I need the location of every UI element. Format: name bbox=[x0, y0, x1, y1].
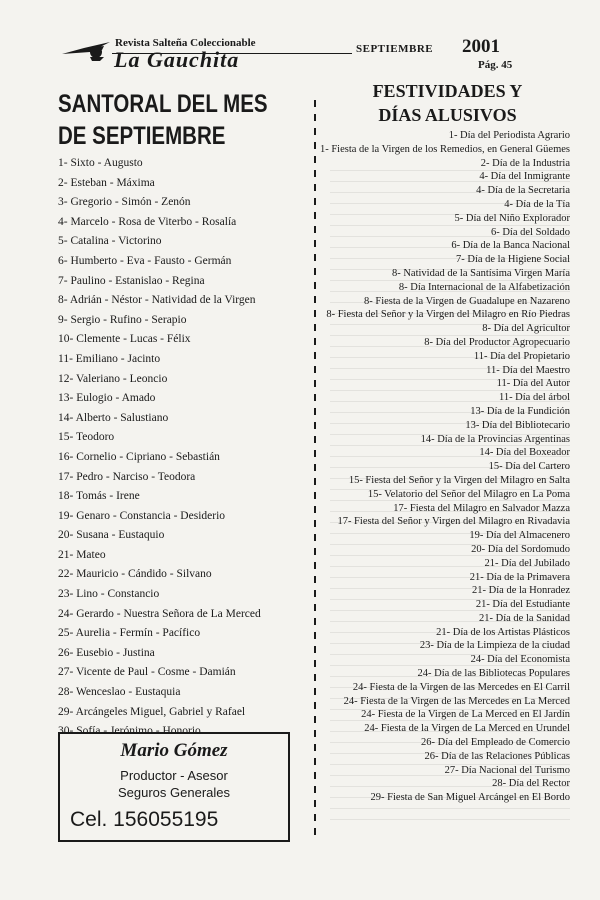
santoral-item: 15- Teodoro bbox=[58, 431, 115, 444]
festividad-item: 13- Día de la Fundición bbox=[470, 405, 570, 417]
festividad-item: 7- Día de la Higiene Social bbox=[455, 254, 570, 266]
festividad-item: 8- Natividad de la Santísima Virgen María bbox=[391, 267, 570, 279]
festividad-item: 24- Día del Economista bbox=[470, 654, 570, 666]
festividad-item: 17- Fiesta del Señor y Virgen del Milagro en Rivadavia bbox=[337, 516, 570, 528]
gaucho-logo-icon bbox=[60, 40, 112, 62]
santoral-item: 8- Adrián - Néstor - Natividad de la Virgen bbox=[58, 294, 256, 307]
santoral-item: 17- Pedro - Narciso - Teodora bbox=[58, 470, 196, 483]
festividad-item: 24- Fiesta de la Virgen de La Merced en El Jardín bbox=[361, 709, 570, 721]
santoral-item: 7- Paulino - Estanislao - Regina bbox=[58, 274, 205, 287]
festividad-item: 8- Día del Agricultor bbox=[482, 323, 570, 335]
festividad-item: 24- Fiesta de la Virgen de las Mercedes en El Carril bbox=[352, 681, 570, 693]
festividad-item: 26- Día del Empleado de Comercio bbox=[421, 737, 570, 749]
festividad-item: 21- Día de la Sanidad bbox=[479, 612, 570, 624]
festividad-item: 24- Fiesta de la Virgen de La Merced en Urundel bbox=[364, 723, 570, 735]
festividades-title-line-2: DÍAS ALUSIVOS bbox=[378, 105, 517, 125]
santoral-item: 4- Marcelo - Rosa de Viterbo - Rosalía bbox=[58, 215, 237, 228]
festividad-item: 8- Fiesta de la Virgen de Guadalupe en Nazareno bbox=[364, 295, 570, 307]
festividad-item: 19- Día del Almacenero bbox=[469, 530, 570, 542]
santoral-item: 26- Eusebio - Justina bbox=[58, 646, 155, 659]
festividad-item: 21- Día de los Artistas Plásticos bbox=[436, 626, 570, 638]
column-divider bbox=[314, 100, 316, 840]
festividad-item: 29- Fiesta de San Miguel Arcángel en El Bordo bbox=[370, 792, 570, 804]
festividad-item: 21- Día del Jubilado bbox=[484, 557, 570, 569]
santoral-item: 25- Aurelia - Fermín - Pacífico bbox=[58, 627, 201, 640]
santoral-item: 30- Sofía - Jerónimo - Honorio bbox=[58, 725, 201, 738]
issue-year: 2001 bbox=[462, 36, 500, 57]
festividad-item: 17- Fiesta del Milagro en Salvador Mazza bbox=[393, 502, 570, 514]
page-header bbox=[0, 34, 600, 74]
santoral-item: 20- Susana - Eustaquio bbox=[58, 529, 165, 542]
festividad-item: 1- Día del Periodista Agrario bbox=[448, 130, 570, 141]
santoral-item: 5- Catalina - Victorino bbox=[58, 235, 162, 248]
festividad-item: 4- Día del Inmigrante bbox=[479, 171, 570, 183]
santoral-item: 27- Vicente de Paul - Cosme - Damián bbox=[58, 666, 236, 679]
ad-role: Productor - Asesor bbox=[120, 768, 228, 783]
festividad-item: 4- Día de la Tía bbox=[504, 198, 570, 210]
ad-name: Mario Gómez bbox=[120, 740, 228, 761]
festividad-item: 2- Día de la Industria bbox=[480, 157, 570, 169]
festividad-item: 6- Día del Soldado bbox=[490, 226, 570, 238]
festividad-item: 11- Día del Maestro bbox=[486, 364, 570, 376]
festividad-item: 8- Fiesta del Señor y la Virgen del Milagro en Río Piedras bbox=[326, 309, 570, 321]
santoral-item: 14- Alberto - Salustiano bbox=[58, 411, 169, 424]
festividad-item: 15- Fiesta del Señor y la Virgen del Milagro en Salta bbox=[348, 474, 570, 486]
festividad-item: 14- Día de la Provincias Argentinas bbox=[420, 433, 570, 445]
festividad-item: 24- Fiesta de la Virgen de las Mercedes en La Merced bbox=[343, 695, 570, 707]
festividad-item: 21- Día de la Primavera bbox=[469, 571, 570, 583]
festividad-item: 21- Día de la Honradez bbox=[472, 585, 570, 597]
magazine-title: La Gauchita bbox=[114, 47, 240, 72]
festividad-item: 26- Día de las Relaciones Públicas bbox=[424, 750, 570, 762]
festividades-title bbox=[345, 79, 550, 127]
santoral-item: 2- Esteban - Máxima bbox=[58, 176, 155, 189]
santoral-title bbox=[58, 88, 268, 152]
festividad-item: 6- Día de la Banca Nacional bbox=[451, 240, 570, 252]
festividad-item: 8- Día del Productor Agropecuario bbox=[424, 336, 570, 348]
festividad-item: 14- Día del Boxeador bbox=[479, 447, 570, 459]
festividad-item: 28- Día del Rector bbox=[492, 778, 570, 790]
ad-phone: Cel. 156055195 bbox=[70, 808, 219, 831]
santoral-item: 1- Sixto - Augusto bbox=[58, 157, 143, 169]
festividad-item: 4- Día de la Secretaria bbox=[476, 185, 570, 197]
santoral-title-line-1: SANTORAL DEL MES bbox=[58, 90, 268, 118]
santoral-item: 13- Eulogio - Amado bbox=[58, 392, 156, 405]
santoral-item: 3- Gregorio - Simón - Zenón bbox=[58, 196, 191, 209]
festividad-item: 20- Día del Sordomudo bbox=[471, 543, 570, 555]
festividad-item: 11- Día del árbol bbox=[498, 392, 570, 404]
festividad-item: 21- Día del Estudiante bbox=[475, 599, 570, 611]
festividad-item: 8- Día Internacional de la Alfabetización bbox=[398, 281, 570, 293]
festividad-item: 11- Día del Autor bbox=[496, 378, 570, 390]
santoral-item: 24- Gerardo - Nuestra Señora de La Merced bbox=[58, 607, 261, 620]
santoral-title-line-2: DE SEPTIEMBRE bbox=[58, 122, 226, 150]
festividad-item: 24- Día de las Bibliotecas Populares bbox=[417, 668, 570, 680]
festividad-item: 11- Día del Propietario bbox=[473, 350, 570, 362]
santoral-item: 29- Arcángeles Miguel, Gabriel y Rafael bbox=[58, 705, 246, 718]
festividad-item: 1- Fiesta de la Virgen de los Remedios, en General Güemes bbox=[319, 143, 570, 155]
santoral-item: 9- Sergio - Rufino - Serapio bbox=[58, 313, 187, 326]
santoral-item: 28- Wenceslao - Eustaquia bbox=[58, 686, 181, 699]
magazine-subtitle: Revista Salteña Coleccionable bbox=[115, 37, 256, 49]
issue-month: SEPTIEMBRE bbox=[356, 43, 434, 55]
santoral-item: 16- Cornelio - Cipriano - Sebastián bbox=[58, 450, 220, 463]
santoral-item: 21- Mateo bbox=[58, 548, 106, 561]
santoral-list bbox=[58, 154, 308, 742]
festividad-item: 23- Día de la Limpieza de la ciudad bbox=[419, 640, 570, 652]
festividades-list bbox=[318, 129, 570, 805]
santoral-item: 18- Tomás - Irene bbox=[58, 490, 140, 503]
santoral-item: 12- Valeriano - Leoncio bbox=[58, 372, 168, 385]
santoral-item: 19- Genaro - Constancia - Desiderio bbox=[58, 509, 226, 522]
ad-company: Seguros Generales bbox=[117, 785, 230, 800]
festividad-item: 27- Día Nacional del Turismo bbox=[444, 764, 570, 776]
santoral-item: 22- Mauricio - Cándido - Silvano bbox=[58, 568, 212, 581]
festividad-item: 15- Día del Cartero bbox=[488, 461, 570, 473]
santoral-item: 23- Lino - Constancio bbox=[58, 588, 160, 601]
santoral-item: 10- Clemente - Lucas - Félix bbox=[58, 333, 191, 346]
santoral-item: 11- Emiliano - Jacinto bbox=[58, 352, 161, 365]
festividades-title-line-1: FESTIVIDADES Y bbox=[372, 81, 523, 101]
page-number: Pág. 45 bbox=[478, 59, 513, 71]
advertisement-box bbox=[58, 732, 290, 842]
festividad-item: 5- Día del Niño Explorador bbox=[454, 212, 570, 224]
santoral-item: 6- Humberto - Eva - Fausto - Germán bbox=[58, 254, 232, 267]
festividad-item: 15- Velatorio del Señor del Milagro en La Poma bbox=[367, 488, 570, 500]
festividad-item: 13- Día del Bibliotecario bbox=[465, 419, 570, 431]
